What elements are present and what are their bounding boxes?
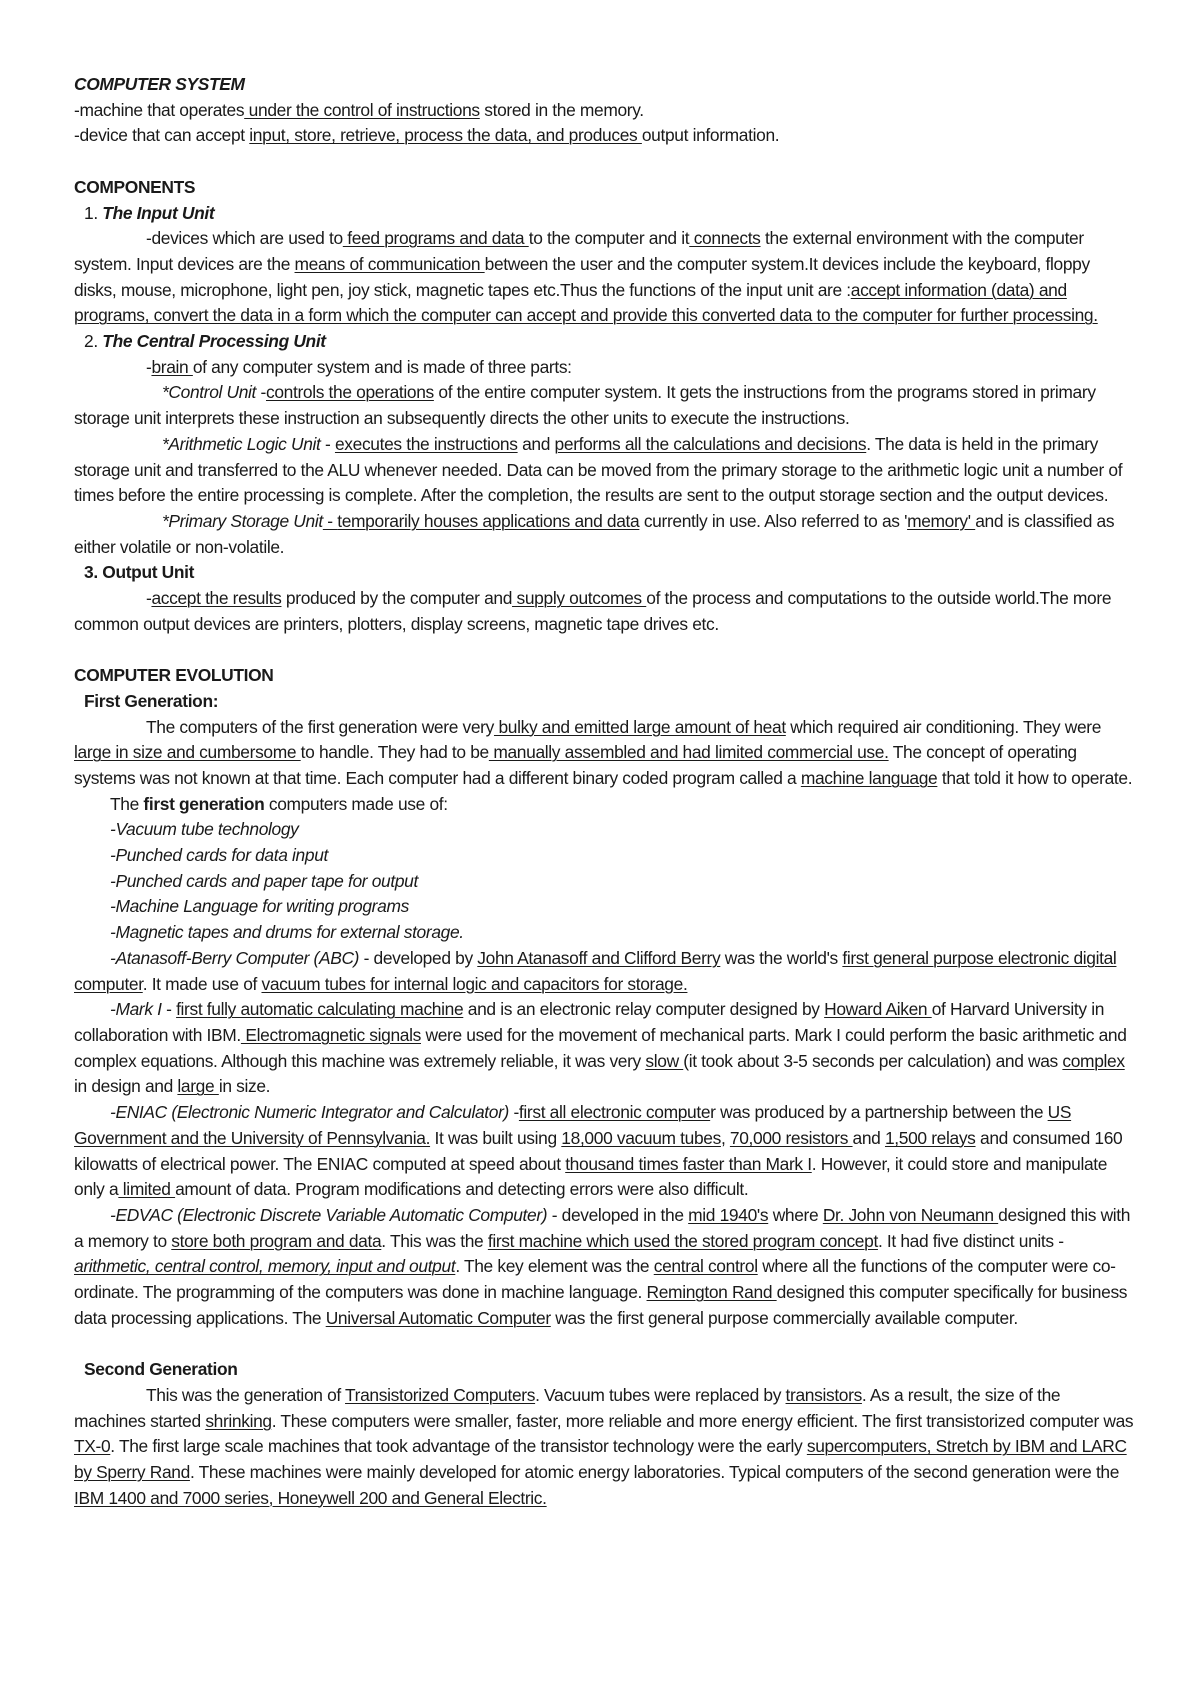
paragraph-control-unit: *Control Unit -controls the operations of the entire computer system. It gets the instructions from the programs stored in primary storage unit interprets these instruction an subsequently directs the other units to execute the instructions. [74,382,1096,429]
paragraph-second-generation: This was the generation of Transistorized Computers. Vacuum tubes were replaced by transistors. As a result, the size of the machines started shrinking. These computers were smaller, faster, more reliable and more energy efficient. The first transistorized computer was TX-0. The first large scale machines that took advantage of the transistor technology were the early supercomputers, Stretch by IBM and LARC by Sperry Rand. These machines were mainly developed for atomic energy laboratories. Typical computers of the second generation were the IBM 1400 and 7000 series, Honeywell 200 and General Electric. [74,1384,1134,1508]
paragraph-primary-storage: *Primary Storage Unit - temporarily houses applications and data currently in use. Also referred to as 'memory' and is classified as either volatile or non-volatile. [74,510,1115,557]
heading-components: COMPONENTS [74,176,196,197]
paragraph-input-unit: -devices which are used to feed programs and data to the computer and it connects the external environment with the computer system. Input devices are the means of communication between the user and the computer system.It devices include the keyboard, floppy disks, mouse, microphone, light pen, joy stick, magnetic tapes etc.Thus the functions of the input unit are :accept information (data) and programs, convert the data in a form which the computer can accept and provide this converted data to the computer for further processing. [74,228,1098,326]
subheading-output-unit: 3. Output Unit [84,562,195,583]
paragraph-alu: *Arithmetic Logic Unit - executes the instructions and performs all the calculations and decisions. The data is held in the primary storage unit and transferred to the ALU whenever needed. Data can be moved from the primary storage to the arithmetic logic unit a number of times before the entire processing is complete. After the completion, the results are sent to the output storage section and the output devices. [74,433,1123,506]
paragraph-eniac: -ENIAC (Electronic Numeric Integrator and Calculator) -first all electronic computer was produced by a partnership between the US Government and the University of Pennsylvania. It was built using 18,000 vacuum tubes, 70,000 resistors and 1,500 relays and consumed 160 kilowatts of electrical power. The ENIAC computed at speed about thousand times faster than Mark I. However, it could store and manipulate only a limited amount of data. Program modifications and detecting errors were also difficult. [74,1102,1123,1200]
spacer [74,637,1136,663]
spacer [74,1331,1136,1357]
paragraph-first-generation: The computers of the first generation were very bulky and emitted large amount of heat which required air conditioning. They were large in size and cumbersome to handle. They had to be manually assembled and had limited commercial use. The concept of operating systems was not known at that time. Each computer had a different binary coded program called a machine language that told it how to operate. [74,716,1133,788]
list-item: -Machine Language for writing programs [110,896,409,917]
definition-line-2: -device that can accept input, store, retrieve, process the data, and produces output information. [74,125,780,146]
definition-line-1: -machine that operates under the control of instructions stored in the memory. [74,99,644,120]
subheading-second-generation: Second Generation [84,1359,238,1380]
subheading-first-generation: First Generation: [84,690,219,711]
list-item: -Punched cards for data input [110,845,329,866]
heading-computer-evolution: COMPUTER EVOLUTION [74,665,274,686]
subheading-input-unit: 1. The Input Unit [84,202,215,223]
paragraph-output-unit: -accept the results produced by the computer and supply outcomes of the process and computations to the outside world.The more common output devices are printers, plotters, display screens, magnetic tape drives etc. [74,588,1112,634]
paragraph-abc: -Atanasoff-Berry Computer (ABC) - developed by John Atanasoff and Clifford Berry was the world's first general purpose electronic digital computer. It made use of vacuum tubes for internal logic and capacitors for storage. [74,947,1117,994]
document-page [74,72,1136,1511]
paragraph-cpu: -brain of any computer system and is made of three parts: [146,356,572,377]
spacer [74,149,1136,175]
paragraph-mark-i: -Mark I - first fully automatic calculating machine and is an electronic relay computer designed by Howard Aiken of Harvard University in collaboration with IBM. Electromagnetic signals were used for the movement of mechanical parts. Mark I could perform the basic arithmetic and complex equations. Although this machine was extremely reliable, it was very slow (it took about 3-5 seconds per calculation) and was complex in design and large in size. [74,999,1127,1097]
subheading-cpu: 2. The Central Processing Unit [84,331,326,352]
first-gen-used-intro: The first generation computers made use of: [110,793,448,814]
list-item: -Punched cards and paper tape for output [110,870,418,891]
heading-computer-system: COMPUTER SYSTEM [74,74,245,94]
list-item: -Magnetic tapes and drums for external storage. [110,922,464,943]
paragraph-edvac: -EDVAC (Electronic Discrete Variable Automatic Computer) - developed in the mid 1940's where Dr. John von Neumann designed this with a memory to store both program and data. This was the first machine which used the stored program concept. It had five distinct units - arithmetic, central control, memory, input and output. The key element was the central control where all the functions of the computer were co-ordinate. The programming of the computers was done in machine language. Remington Rand designed this computer specifically for business data processing applications. The Universal Automatic Computer was the first general purpose commercially available computer. [74,1204,1131,1328]
list-item: -Vacuum tube technology [110,819,299,840]
